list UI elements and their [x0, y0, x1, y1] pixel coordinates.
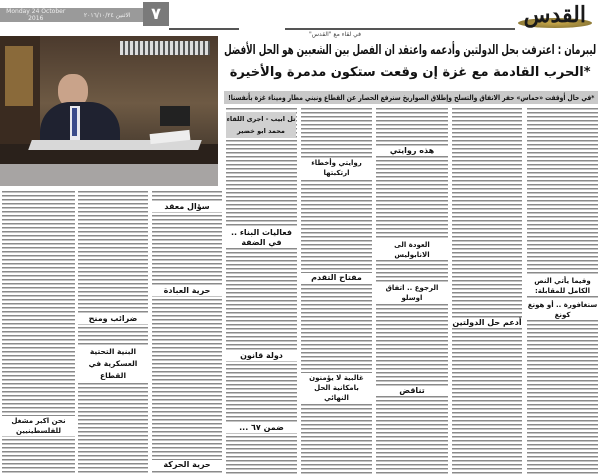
date-bar — [0, 8, 143, 22]
subhead: هذه روايتي — [376, 146, 448, 156]
subhead: الرجوع .. اتفاق اوسلو — [376, 283, 448, 303]
byline-location: تل ابيب - اجرى اللقاء — [226, 115, 296, 123]
subhead: ضرائب ومنح — [78, 314, 148, 324]
deck-bar — [224, 91, 598, 104]
subhead: سنغافورة .. أو هونغ كونغ — [527, 301, 598, 319]
text-column — [78, 190, 148, 474]
text-column — [452, 107, 522, 474]
byline-author: محمد ابو خضير — [237, 127, 285, 135]
subhead: حرية الحركة — [152, 460, 222, 470]
header-rule — [169, 28, 239, 30]
page-number: ٧ — [143, 2, 169, 26]
deck: *في حال أوقفت «حماس» حفر الانفاق والتسلح وإطلاق الصواريخ سنرفع الحصار عن القطاع ونبني مطار وميناء غزة بأنفسنا! — [227, 93, 594, 102]
subhead: ضمن ٦٧ ... — [226, 423, 297, 433]
headline-line-1: ليبرمان : اعترفت بحل الدولتين وأدعمه واعتقد ان الفصل بين الشعبين هو الحل الأفضل — [223, 43, 596, 58]
text-column — [152, 190, 222, 474]
subhead: البنية التحتية العسكرية في القطاع — [78, 346, 148, 382]
newspaper-logo: القدس — [523, 2, 586, 28]
subhead: دولة قانون — [226, 351, 297, 361]
subhead: تناقض — [376, 386, 448, 396]
date-english: Monday 24 October 2016 — [6, 8, 66, 22]
subhead: وفيما يأتي النص الكامل للمقابلة: — [527, 276, 598, 296]
headline — [224, 42, 596, 86]
interview-photo — [0, 36, 218, 186]
subhead: أدعم حل الدولتين — [452, 318, 522, 327]
subhead: مفتاح التقدم — [301, 273, 372, 283]
subhead: سؤال معقد — [152, 202, 222, 212]
text-column — [226, 107, 297, 474]
byline-box — [226, 112, 296, 138]
subhead: حرية العبادة — [152, 286, 222, 296]
subhead: فعاليات البناء .. في الضفة — [226, 228, 297, 248]
header-rule — [285, 28, 515, 30]
headline-line-2: *الحرب القادمة مع غزة إن وقعت ستكون مدمرة والأخيرة — [229, 65, 591, 80]
kicker: في لقاء مع "القدس" — [308, 31, 362, 38]
subhead: نحن اكبر مشغل للفلسطينيين — [2, 416, 75, 436]
subhead: روايتي وأخطاء ارتكبتها — [301, 158, 372, 178]
subhead: غالبية لا يؤمنون بامكانية الحل النهائي — [301, 373, 372, 403]
date-arabic: الاثنين ٢٠١٦/١٠/٢٤ — [83, 11, 131, 19]
subhead: العودة الى الانابوليس — [376, 240, 448, 260]
